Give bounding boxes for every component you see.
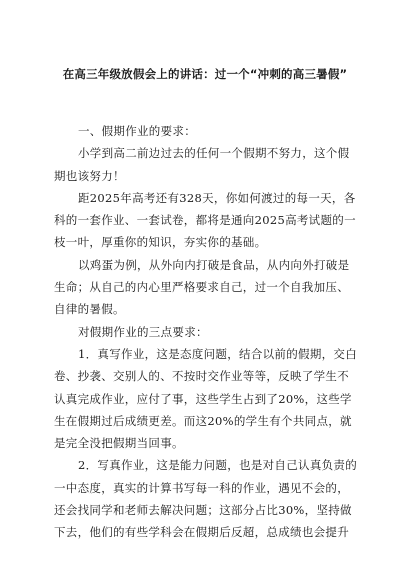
document-title: 在高三年级放假会上的讲话：过一个“冲刺的高三暑假” — [62, 67, 348, 81]
text-line: 小学到高二前边过去的任何一个假期不努力，这个假 — [78, 146, 350, 161]
text-line: 是完全没把假期当回事。 — [54, 436, 184, 451]
text-line: 以鸡蛋为例，从外向内打破是食品，从内向外打破是 — [78, 257, 350, 272]
text-line: 距2025年高考还有328天，你如何渡过的每一天，各 — [78, 190, 356, 205]
text-line: 期也该努力！ — [54, 168, 125, 183]
document-body — [54, 120, 366, 544]
text-line: 一中态度，真实的计算书写每一科的作业，遇见不会的， — [54, 480, 349, 495]
text-line: 1．真写作业，这是态度问题，结合以前的假期，交白 — [78, 346, 358, 361]
text-line: 自律的暑假。 — [54, 302, 125, 317]
text-line: 一、假期作业的要求： — [78, 124, 196, 138]
text-line: 生在假期过后成绩更差。而这20%的学生有个共同点，就 — [54, 413, 352, 428]
text-line: 还会找同学和老师去解决问题；这部分占比30%，坚持做 — [54, 503, 352, 518]
text-line: 卷、抄袭、交别人的、不按时交作业等等，反映了学生不 — [54, 369, 349, 384]
text-line: 生命；从自己的内心里严格要求自己，过一个自我加压、 — [54, 280, 349, 295]
text-line: 科的一套作业、一套试卷，都将是通向2025高考试题的一 — [54, 213, 356, 228]
text-line: 枝一叶，厚重你的知识，夯实你的基础。 — [54, 235, 267, 250]
text-line: 对假期作业的三点要求： — [78, 324, 208, 339]
text-line: 下去，他们的有些学科会在假期后反超，总成绩也会提升 — [54, 525, 349, 540]
text-line: 2．写真作业，这是能力问题，也是对自己认真负责的 — [78, 458, 358, 473]
text-line: 认真完成作业，应付了事，这些学生占到了20%，这些学 — [54, 391, 352, 406]
